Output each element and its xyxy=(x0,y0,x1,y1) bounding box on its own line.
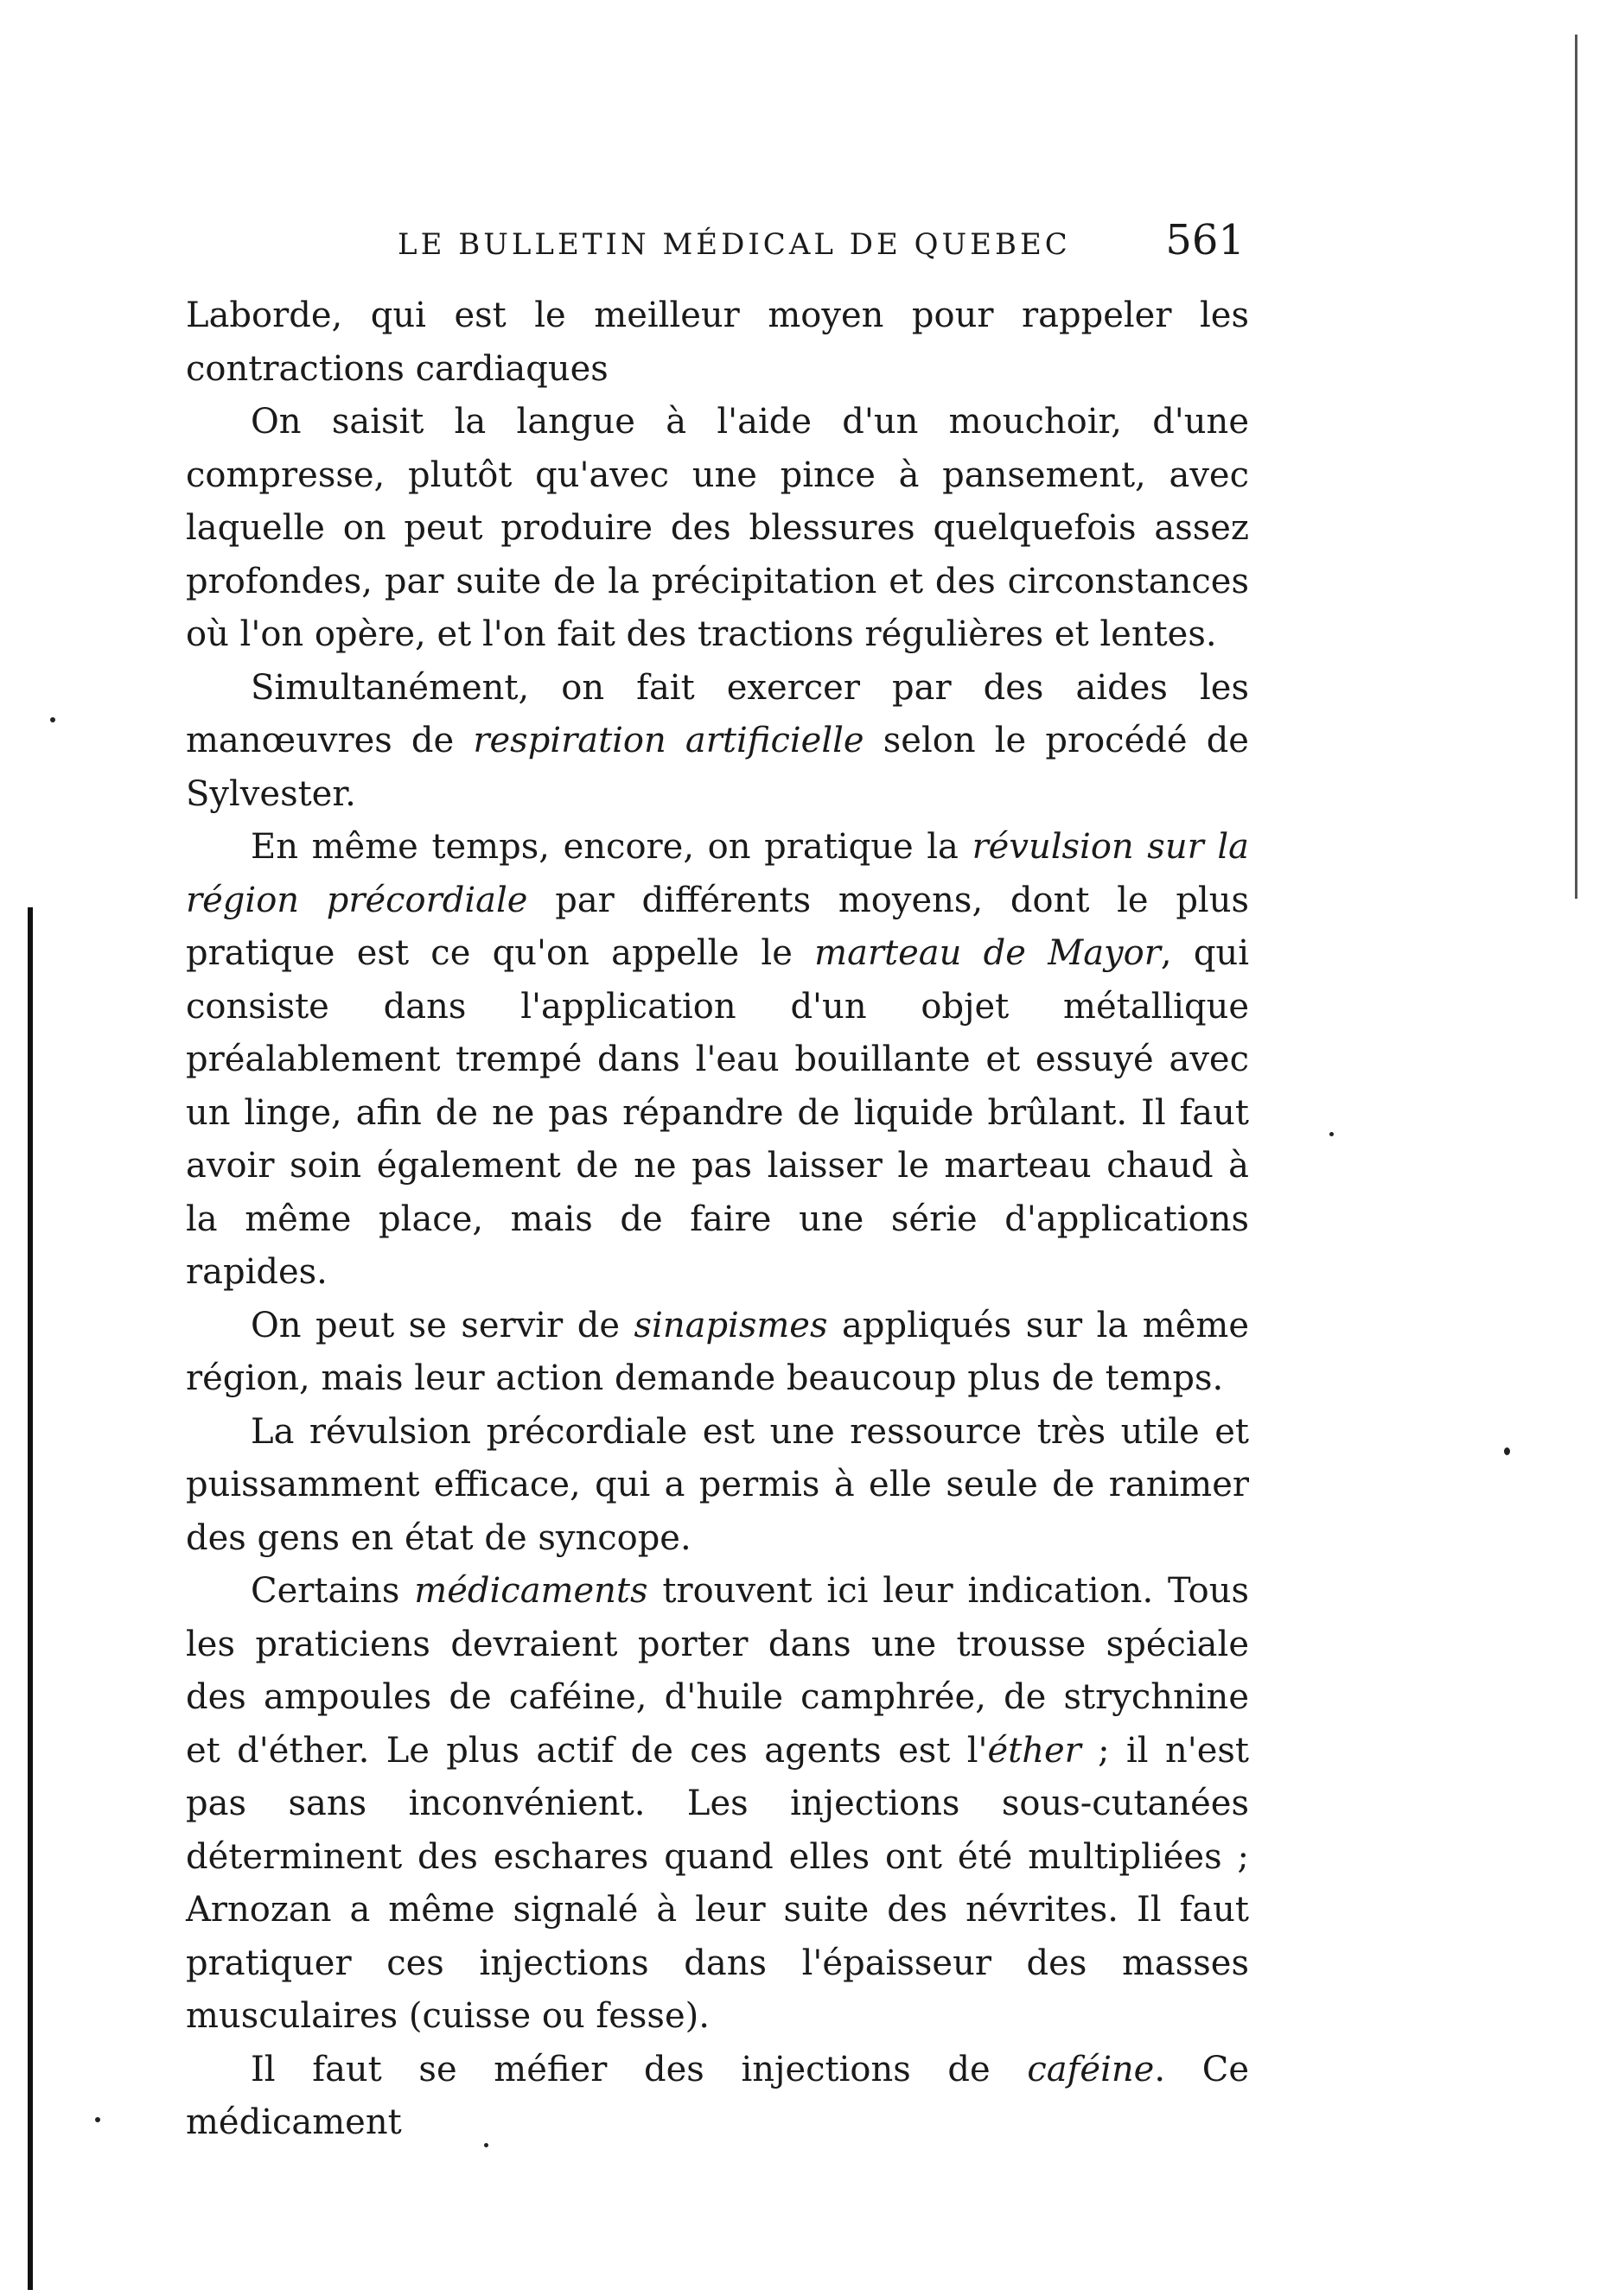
body-text xyxy=(186,289,1249,2150)
paragraph: On saisit la langue à l'aide d'un mouchoir, d'une compresse, plutôt qu'avec une pince à pansement, avec laquelle on peut produire des blessures quelquefois assez profondes, par suite de la précipitation et des circonstances où l'on opère, et l'on fait des tractions régulières et lentes. xyxy=(186,402,1249,654)
text-run: par différents moyens, dont le plus pratique est ce qu'on appelle le xyxy=(186,880,1250,973)
scan-speck xyxy=(95,2117,100,2122)
text-run: On peut se servir de xyxy=(251,1305,634,1345)
paragraph xyxy=(186,2044,1249,2150)
text-run: Certains xyxy=(251,1571,415,1611)
italic-term: révulsion sur la région précordiale xyxy=(186,827,1249,920)
scan-speck xyxy=(484,2143,488,2147)
paragraph xyxy=(186,1300,1249,1406)
scan-speck xyxy=(1329,1132,1334,1136)
scan-speck xyxy=(1504,1447,1510,1455)
text-run: appliqués sur la même région, mais leur action demande beaucoup plus de temps. xyxy=(186,1305,1249,1398)
italic-term: éther xyxy=(987,1730,1081,1771)
italic-term: marteau de Mayor xyxy=(814,933,1161,973)
right-scan-edge xyxy=(1575,35,1577,899)
paragraph xyxy=(186,821,1249,1300)
page-header xyxy=(398,216,1245,264)
page-number: 561 xyxy=(1165,216,1245,264)
paragraph: La révulsion précordiale est une ressource très utile et puissamment efficace, qui a permis à elle seule de ranimer des gens en état de syncope. xyxy=(186,1411,1249,1558)
italic-term: sinapismes xyxy=(634,1305,828,1345)
running-head: LE BULLETIN MÉDICAL DE QUEBEC xyxy=(398,227,1071,262)
text-run: selon le procédé de Sylvester. xyxy=(186,721,1249,814)
text-run: trouvent ici leur indication. Tous les praticiens devraient porter dans une trousse spéciale des ampoules de caféine, d'huile camphrée, de strychnine et d'éther. Le plus actif de ces agents est l' xyxy=(186,1571,1249,1771)
text-run: ; il n'est pas sans inconvénient. Les injections sous-cutanées déterminent des eschares quand elles ont été multipliées ; Arnozan a même signalé à leur suite des névrites. Il faut pratiquer ces injections dans l'épaisseur des masses musculaires (cuisse ou fesse). xyxy=(186,1730,1249,2036)
text-run: En même temps, encore, on pratique la xyxy=(251,827,972,867)
paragraph: Laborde, qui est le meilleur moyen pour rappeler les contractions cardiaques xyxy=(186,296,1249,389)
scan-speck xyxy=(50,717,55,722)
italic-term: médicaments xyxy=(414,1571,648,1611)
italic-term: caféine xyxy=(1027,2049,1155,2089)
text-run: Il faut se méfier des injections de xyxy=(251,2049,1028,2089)
text-run: . Ce médicament xyxy=(186,2049,1249,2142)
italic-term: respiration artificielle xyxy=(473,721,864,760)
paragraph xyxy=(186,1565,1249,2044)
text-run: Simultanément, on fait exercer par des aides les manœuvres de xyxy=(186,667,1249,760)
text-run: , qui consiste dans l'application d'un objet métallique préalablement trempé dans l'eau bouillante et essuyé avec un linge, afin de ne pas répandre de liquide brûlant. Il faut avoir soin également de ne pas laisser le marteau chaud à la même place, mais de faire une série d'applications rapides. xyxy=(186,933,1250,1292)
left-binding-edge xyxy=(28,907,33,2290)
paragraph xyxy=(186,662,1249,822)
